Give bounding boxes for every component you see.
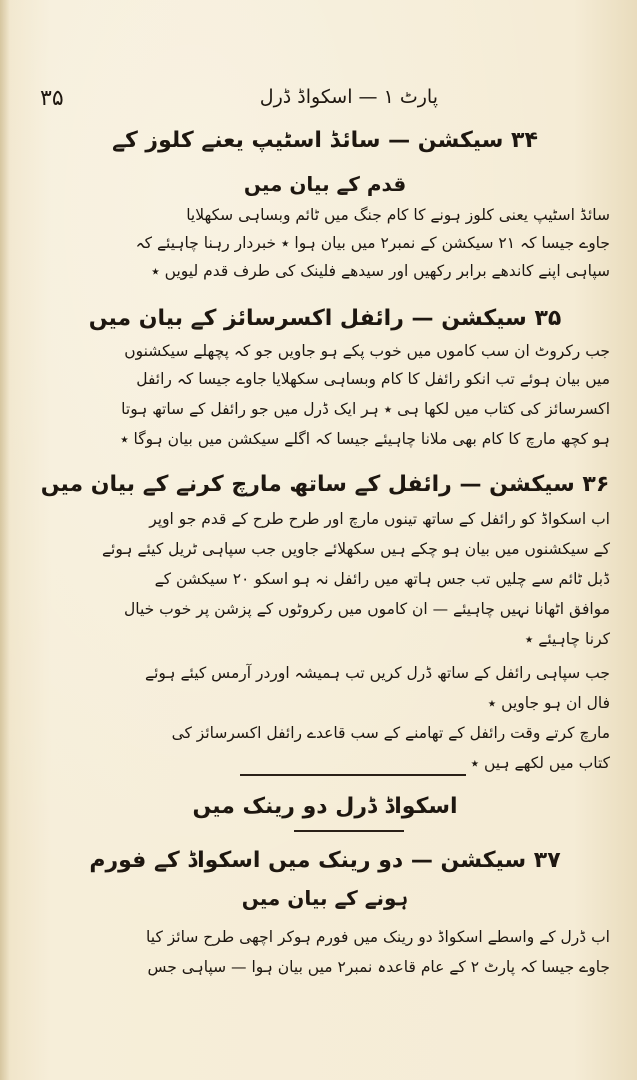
- section-36-line: کتاب میں لکھے ہیں ٭: [470, 754, 610, 772]
- section-35-heading: ۳۵ سیکشن — رائفل اکسرسائز کے بیان میں: [88, 306, 562, 331]
- section-34-line: سپاہی اپنے کاندھے برابر رکھیں اور سیدھے فلینک کی طرف قدم لیویں ٭: [151, 262, 610, 280]
- section-35-line: جب رکروٹ ان سب کاموں میں خوب پکے ہو جاویں جو کہ پچھلے سیکشنوں: [124, 342, 610, 360]
- running-title: پارٹ ۱ — اسکواڈ ڈرل: [259, 86, 438, 108]
- section-36-line: اب اسکواڈ کو رائفل کے ساتھ تینوں مارچ اور طرح طرح کے قدم جو اوپر: [149, 510, 610, 528]
- section-36-line: جب سپاہی رائفل کے ساتھ ڈرل کریں تب ہمیشہ اوردر آرمس کیئے ہوئے: [145, 664, 610, 682]
- section-37-line: اب ڈرل کے واسطے اسکواڈ دو رینک میں فورم ہوکر اچھی طرح سائز کیا: [146, 928, 610, 946]
- section-36-line: مارچ کرتے وقت رائفل کے تھامنے کے سب قاعدے رائفل اکسرسائز کی: [171, 724, 610, 742]
- part-title: اسکواڈ ڈرل دو رینک میں: [192, 794, 458, 819]
- section-34-heading: ۳۴ سیکشن — سائڈ اسٹیپ یعنے کلوز کے: [112, 128, 538, 153]
- section-36-line: کے سیکشنوں میں بیان ہو چکے ہیں سکھلائے جاویں جب سپاہی ٹریل کیئے ہوئے: [101, 540, 610, 558]
- section-34-line: سائڈ اسٹیپ یعنی کلوز ہونے کا کام جنگ میں ٹائم وبساہی سکھلایا: [186, 206, 610, 224]
- section-36-heading: ۳۶ سیکشن — رائفل کے ساتھ مارچ کرنے کے بیان میں: [40, 472, 610, 497]
- section-37-line: جاوے جیسا کہ پارٹ ۲ کے عام قاعدہ نمبر۲ میں بیان ہوا — سپاہی جس: [147, 958, 610, 976]
- section-34-subheading: قدم کے بیان میں: [243, 172, 407, 196]
- section-36-line: فال ان ہو جاویں ٭: [487, 694, 610, 712]
- section-divider: [240, 774, 466, 776]
- section-37-heading: ۳۷ سیکشن — دو رینک میں اسکواڈ کے فورم: [89, 848, 561, 873]
- section-35-line: میں بیان ہوئے تب انکو رائفل کا کام وبساہی سکھلایا جاوے جیسا کہ رائفل: [136, 370, 610, 388]
- section-36-line: کرنا چاہیئے ٭: [524, 630, 610, 648]
- section-37-subheading: ہونے کے بیان میں: [241, 886, 409, 910]
- section-36-line: موافق اٹھانا نہیں چاہیئے — ان کاموں میں رکروٹوں کے پزشن پر خوب خیال: [124, 600, 610, 618]
- section-35-line: ہو کچھ مارچ کا کام بھی ملانا چاہیئے جیسا کہ اگلے سیکشن میں بیان ہوگا ٭: [120, 430, 610, 448]
- page-header: [28, 80, 608, 120]
- title-underline: [294, 830, 404, 832]
- section-36-line: ڈبل ٹائم سے چلیں تب جس ہاتھ میں رائفل نہ ہو اسکو ۲۰ سیکشن کے: [154, 570, 610, 588]
- page-number: ۳۵: [40, 86, 64, 111]
- page-binding-edge: [0, 0, 10, 1080]
- section-34-line: جاوے جیسا کہ ۲۱ سیکشن کے نمبر۲ میں بیان ہوا ٭ خبردار رہنا چاہیئے کہ: [135, 234, 610, 252]
- section-35-line: اکسرسائز کی کتاب میں لکھا ہی ٭ ہر ایک ڈرل میں جو رائفل کے ساتھ ہوتا: [121, 400, 610, 418]
